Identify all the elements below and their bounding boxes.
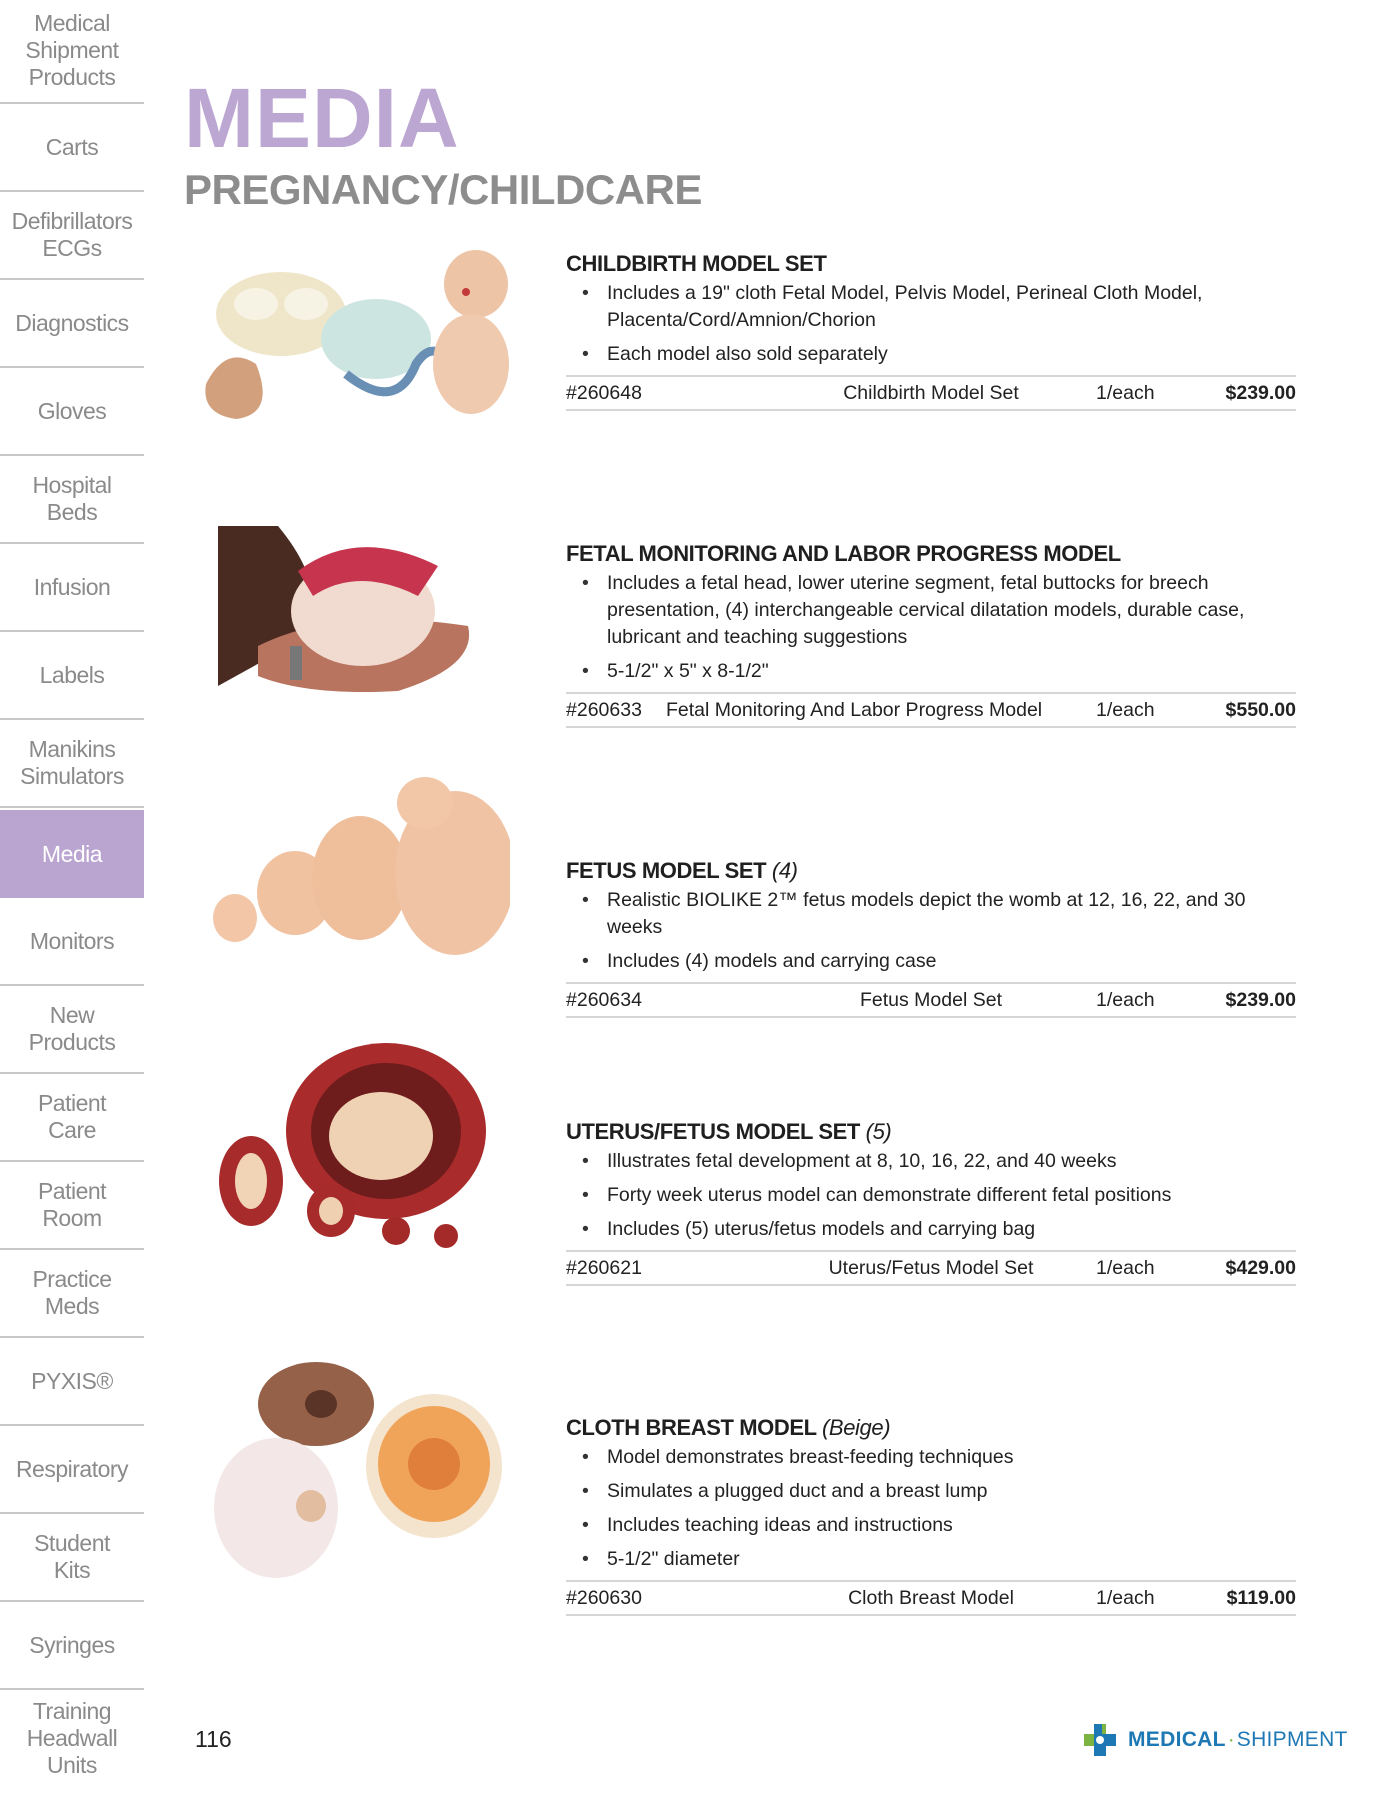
feature-bullet: • Illustrates fetal development at 8, 10, 16, 22, and 40 weeks — [566, 1148, 1296, 1175]
sidebar-item-practice-meds[interactable]: Practice Meds — [0, 1250, 144, 1338]
sidebar-item-labels[interactable]: Labels — [0, 632, 144, 720]
item-description: Childbirth Model Set — [843, 382, 1019, 404]
price: $429.00 — [1225, 1257, 1296, 1279]
fetal-monitoring-model-image — [218, 526, 498, 696]
price-row — [566, 982, 1296, 1018]
feature-bullet: • Model demonstrates breast-feeding techniques — [566, 1444, 1296, 1471]
feature-list — [566, 887, 1296, 975]
feature-list — [566, 280, 1296, 368]
sidebar-item-patient-care[interactable]: Patient Care — [0, 1074, 144, 1162]
sku: #260634 — [566, 989, 642, 1011]
sidebar-item-pyxis[interactable]: PYXIS® — [0, 1338, 144, 1426]
product-fetus-model-set — [566, 857, 1296, 1018]
logo-separator: · — [1227, 1728, 1235, 1751]
price: $239.00 — [1225, 382, 1296, 404]
item-description: Cloth Breast Model — [848, 1587, 1014, 1609]
price-row — [566, 375, 1296, 411]
product-name: UTERUS/FETUS MODEL SET (5) — [566, 1119, 892, 1144]
page-title: MEDIA — [184, 71, 460, 165]
sku: #260648 — [566, 382, 642, 404]
sku: #260633 — [566, 699, 642, 721]
sidebar-item-respiratory[interactable]: Respiratory — [0, 1426, 144, 1514]
item-description: Fetal Monitoring And Labor Progress Model — [666, 699, 1043, 721]
sidebar-item-manikins-simulators[interactable]: Manikins Simulators — [0, 720, 144, 808]
feature-bullet: • Forty week uterus model can demonstrate different fetal positions — [566, 1182, 1296, 1209]
price-row — [566, 692, 1296, 728]
page-number: 116 — [195, 1726, 232, 1752]
uterus-fetus-model-set-image — [206, 1036, 506, 1286]
sidebar-item-carts[interactable]: Carts — [0, 104, 144, 192]
sidebar-item-defibrillators-ecgs[interactable]: Defibrillators ECGs — [0, 192, 144, 280]
sku: #260630 — [566, 1587, 642, 1609]
unit: 1/each — [1096, 382, 1155, 404]
feature-list — [566, 1444, 1296, 1573]
price-row — [566, 1250, 1296, 1286]
item-description: Fetus Model Set — [860, 989, 1002, 1011]
cloth-breast-model-image — [206, 1356, 506, 1596]
feature-bullet: • Includes a 19" cloth Fetal Model, Pelvis Model, Perineal Cloth Model, Placenta/Cord/Amnion/Chorion — [566, 280, 1296, 334]
product-childbirth-model-set — [566, 250, 1296, 411]
price: $119.00 — [1226, 1587, 1296, 1609]
logo-text-shipment: SHIPMENT — [1236, 1728, 1348, 1751]
sku: #260621 — [566, 1257, 642, 1279]
product-uterus-fetus-model-set — [566, 1118, 1296, 1286]
feature-bullet: • Includes teaching ideas and instructions — [566, 1512, 1296, 1539]
sidebar-item-student-kits[interactable]: Student Kits — [0, 1514, 144, 1602]
unit: 1/each — [1096, 1587, 1155, 1609]
sidebar-item-new-products[interactable]: New Products — [0, 986, 144, 1074]
feature-bullet: • Includes (5) uterus/fetus models and carrying bag — [566, 1216, 1296, 1243]
logo-text-medical: MEDICAL — [1128, 1728, 1226, 1751]
category-sidebar — [0, 0, 144, 1800]
sidebar-item-monitors[interactable]: Monitors — [0, 898, 144, 986]
feature-bullet: • Realistic BIOLIKE 2™ fetus models depict the womb at 12, 16, 22, and 30 weeks — [566, 887, 1296, 941]
sidebar-item-patient-room[interactable]: Patient Room — [0, 1162, 144, 1250]
feature-list — [566, 1148, 1296, 1243]
sidebar-item-training-headwall-units[interactable]: Training Headwall Units — [26, 1698, 118, 1778]
sidebar-item-gloves[interactable]: Gloves — [0, 368, 144, 456]
price: $239.00 — [1225, 989, 1296, 1011]
product-name: FETUS MODEL SET (4) — [566, 858, 798, 883]
product-qualifier: (4) — [771, 858, 798, 883]
product-qualifier: (5) — [865, 1119, 892, 1144]
feature-bullet: • 5-1/2" diameter — [566, 1546, 1296, 1573]
price-row — [566, 1580, 1296, 1616]
page-subtitle: PREGNANCY/CHILDCARE — [184, 166, 702, 213]
unit: 1/each — [1096, 1257, 1155, 1279]
sidebar-item-syringes[interactable]: Syringes — [0, 1602, 144, 1690]
product-name: FETAL MONITORING AND LABOR PROGRESS MODEL — [566, 541, 1121, 566]
unit: 1/each — [1096, 699, 1155, 721]
childbirth-model-set-image — [196, 244, 526, 434]
fetus-model-set-image — [200, 768, 510, 968]
price: $550.00 — [1225, 699, 1296, 721]
product-name: CLOTH BREAST MODEL (Beige) — [566, 1415, 891, 1440]
item-description: Uterus/Fetus Model Set — [828, 1257, 1034, 1279]
sidebar-item-medical-shipment-products[interactable]: Medical Shipment Products — [0, 0, 144, 104]
cross-logo-icon — [1080, 1720, 1120, 1760]
sidebar-item-diagnostics[interactable]: Diagnostics — [0, 280, 144, 368]
feature-bullet: • Each model also sold separately — [566, 341, 1296, 368]
unit: 1/each — [1096, 989, 1155, 1011]
product-fetal-monitoring-model — [566, 540, 1296, 728]
feature-bullet: • Includes a fetal head, lower uterine segment, fetal buttocks for breech presentation, (4) interchangeable cervical dilatation models, durable case, lubricant and teaching suggestions — [566, 570, 1296, 651]
feature-bullet: • 5-1/2" x 5" x 8-1/2" — [566, 658, 1296, 685]
sidebar-item-infusion[interactable]: Infusion — [0, 544, 144, 632]
product-qualifier: (Beige) — [822, 1415, 891, 1440]
medical-shipment-logo — [1080, 1720, 1348, 1760]
feature-bullet: • Simulates a plugged duct and a breast lump — [566, 1478, 1296, 1505]
sidebar-item-hospital-beds[interactable]: Hospital Beds — [0, 456, 144, 544]
feature-list — [566, 570, 1296, 685]
feature-bullet: • Includes (4) models and carrying case — [566, 948, 1296, 975]
product-cloth-breast-model — [566, 1414, 1296, 1616]
sidebar-item-media[interactable]: Media — [0, 810, 144, 898]
product-name: CHILDBIRTH MODEL SET — [566, 251, 827, 276]
